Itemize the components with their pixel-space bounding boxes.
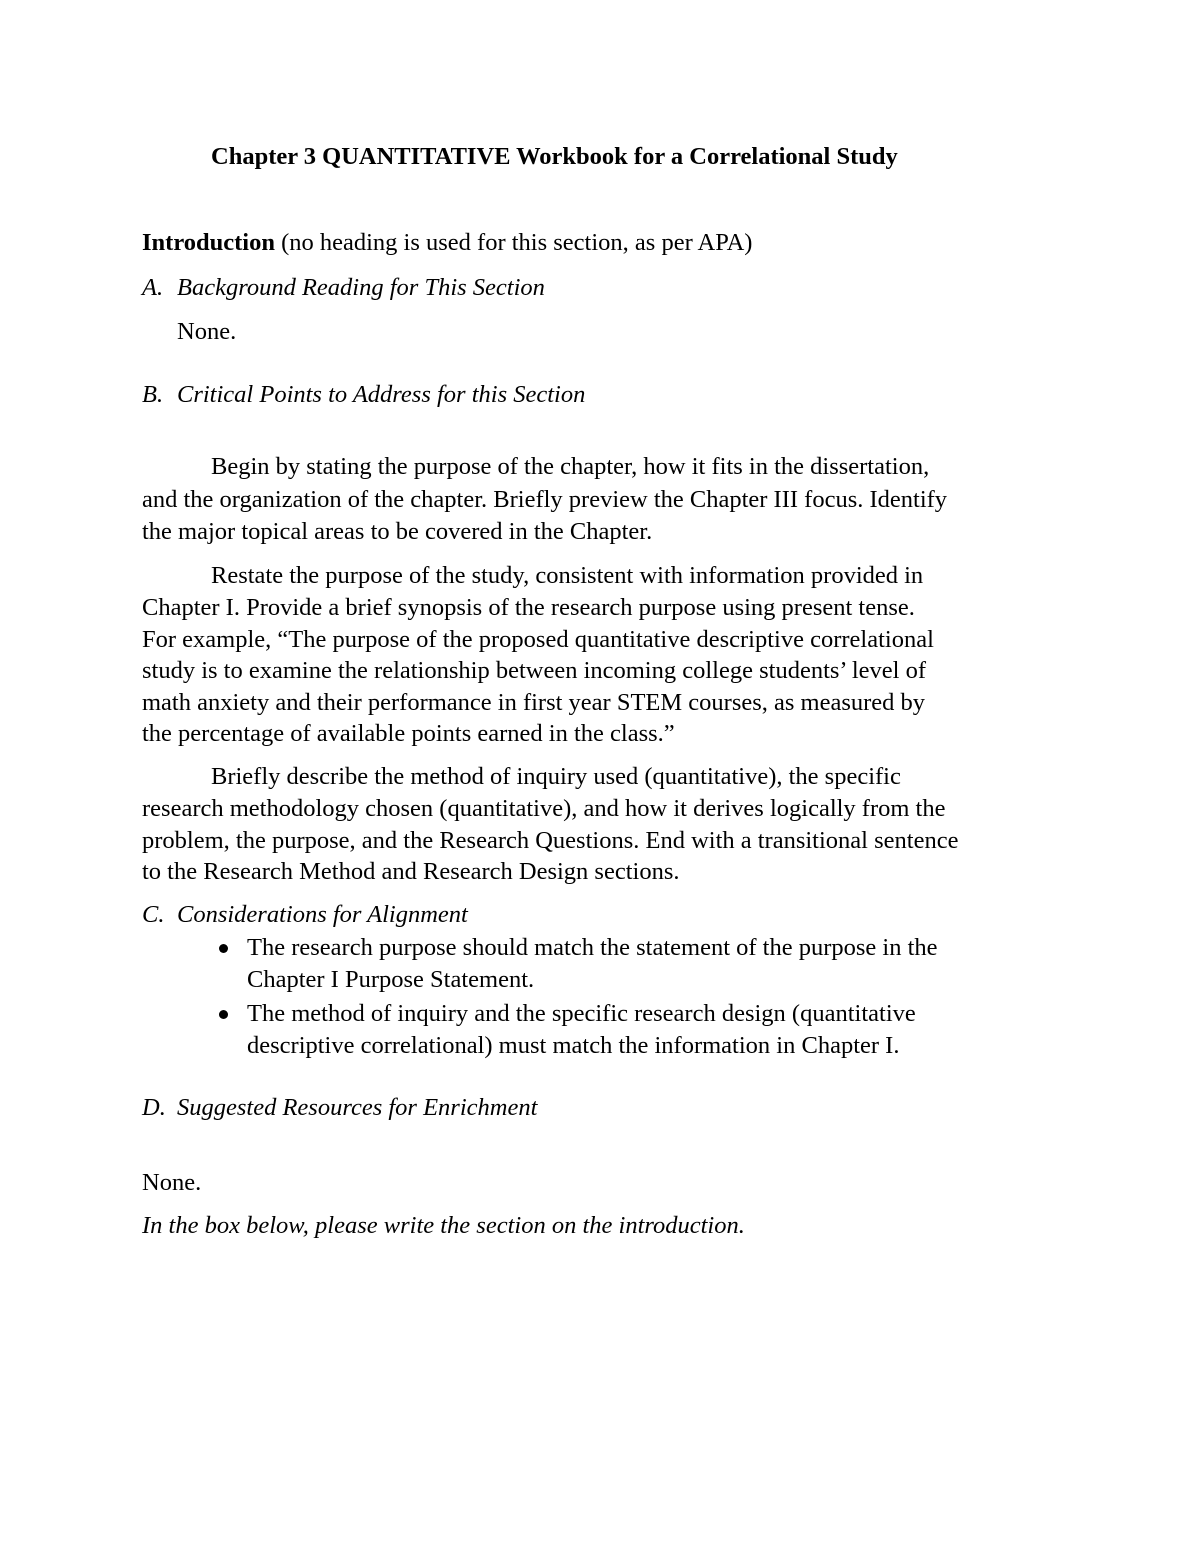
section-b-para2-line: Restate the purpose of the study, consistent with information provided in — [211, 562, 924, 589]
bullet-item-line: The method of inquiry and the specific research design (quantitative — [247, 1000, 916, 1027]
section-d-body: None. — [142, 1169, 202, 1196]
section-c-title: Considerations for Alignment — [177, 901, 468, 928]
intro-note: (no heading is used for this section, as per APA) — [274, 229, 753, 256]
bullet-item-line: descriptive correlational) must match the information in Chapter I. — [247, 1032, 900, 1059]
section-d-label: D. — [142, 1094, 166, 1121]
section-b-para2-line: Chapter I. Provide a brief synopsis of the research purpose using present tense. — [142, 594, 915, 621]
section-b-para2-line: study is to examine the relationship between incoming college students’ level of — [142, 657, 927, 684]
section-a-body: None. — [177, 318, 237, 345]
section-b-para3-line: Briefly describe the method of inquiry used (quantitative), the specific — [211, 763, 901, 790]
section-a-label: A. — [142, 274, 164, 301]
section-b-para3-line: to the Research Method and Research Design sections. — [142, 858, 680, 885]
section-b-para2-line: the percentage of available points earned in the class.” — [142, 720, 675, 747]
section-a-title: Background Reading for This Section — [177, 274, 545, 301]
section-b-label: B. — [142, 381, 164, 408]
section-b-title: Critical Points to Address for this Section — [177, 381, 586, 408]
intro-line — [142, 229, 752, 257]
section-b-para1-line: and the organization of the chapter. Briefly preview the Chapter III focus. Identify — [142, 486, 948, 513]
instruction-text: In the box below, please write the section on the introduction. — [142, 1212, 745, 1239]
section-b-para1-line: Begin by stating the purpose of the chapter, how it fits in the dissertation, — [211, 453, 930, 480]
section-b-para1-line: the major topical areas to be covered in the Chapter. — [142, 518, 653, 545]
section-c-label: C. — [142, 901, 165, 928]
section-b-para2-line: For example, “The purpose of the proposed quantitative descriptive correlational — [142, 626, 934, 653]
bullet-item-line: The research purpose should match the statement of the purpose in the — [247, 934, 938, 961]
section-b-para3-line: problem, the purpose, and the Research Questions. End with a transitional sentence — [142, 827, 959, 854]
section-b-para2-line: math anxiety and their performance in first year STEM courses, as measured by — [142, 689, 926, 716]
bullet-icon — [219, 1010, 228, 1019]
bullet-icon — [219, 944, 228, 953]
section-b-para3-line: research methodology chosen (quantitative), and how it derives logically from the — [142, 795, 946, 822]
intro-heading: Introduction — [142, 229, 275, 256]
bullet-item-line: Chapter I Purpose Statement. — [247, 966, 535, 993]
document-title: Chapter 3 QUANTITATIVE Workbook for a Correlational Study — [211, 143, 898, 170]
section-d-title: Suggested Resources for Enrichment — [177, 1094, 538, 1121]
